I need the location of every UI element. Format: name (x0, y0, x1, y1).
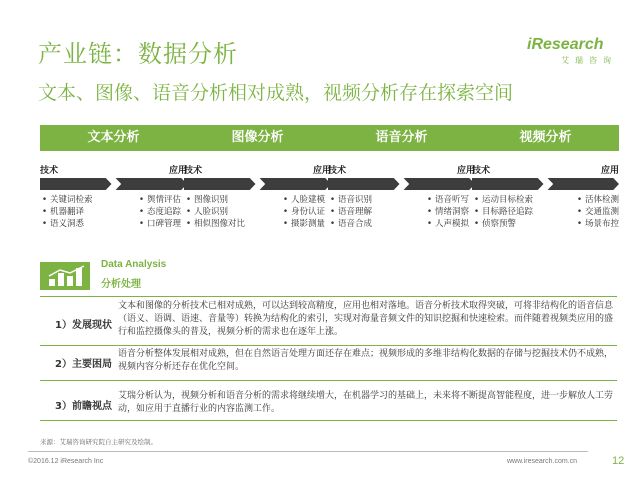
list-item: • 机器翻译 (50, 206, 93, 218)
app-list (425, 194, 469, 230)
row-label-difficulties: 2）主要困局 (55, 359, 112, 370)
list-item: • 态度追踪 (147, 206, 181, 218)
list-item: • 图像识别 (194, 194, 245, 206)
category-video-analysis: 视频分析 (472, 125, 619, 151)
list-item: • 侦察预警 (482, 218, 533, 230)
app-heading: 应用 (600, 166, 619, 176)
tech-heading: 技术 (328, 166, 347, 176)
row-text-status: 文本和图像的分析技术已相对成熟，可以达到较高精度，应用也相对落地。语音分析技术取得突破，可将非结构化的语音信息（语义、语调、语速、音量等）转换为结构化的索引，实现对海量音频文件的知识挖掘和快速检索。而伴随着视频类应用的盛行和监控摄像头的普及，视频分析的需求也在逐年上涨。 (118, 301, 614, 337)
chevron-arrow-icon (260, 178, 332, 190)
chevron-arrow-icon (548, 178, 620, 190)
chevron-arrow-icon (328, 178, 400, 190)
logo-text: iResearch (527, 36, 604, 53)
website-link[interactable]: www.iresearch.com.cn (507, 458, 578, 465)
category-voice-analysis: 语音分析 (328, 125, 475, 151)
chevron-arrows (472, 178, 619, 190)
list-item: • 人脸建模 (291, 194, 325, 206)
tech-list (472, 194, 533, 230)
app-list (137, 194, 181, 230)
chevron-arrow-icon (404, 178, 476, 190)
list-item: • 运动目标检索 (482, 194, 533, 206)
row-text-difficulties: 语音分析整体发展相对成熟，但在自然语言处理方面还存在难点；视频形成的多维非结构化数据的存储与挖掘技术仍不成熟，视频内容分析还存在优化空间。 (118, 349, 614, 372)
column-video-analysis (472, 163, 619, 230)
list-item: • 语音理解 (338, 206, 372, 218)
row-text-outlook: 艾瑞分析认为，视频分析和语音分析的需求将继续增大，在机器学习的基础上，未来将不断提高智能程度，进一步解放人工劳动，如应用于直播行业的内容监测工作。 (118, 391, 614, 414)
column-text-analysis (40, 163, 187, 230)
tech-heading: 技术 (184, 166, 203, 176)
app-heading: 应用 (456, 166, 475, 176)
column-image-analysis (184, 163, 331, 230)
divider (40, 380, 617, 381)
divider (40, 420, 617, 421)
list-item: • 人声模拟 (435, 218, 469, 230)
analysis-heading-en: Data Analysis (101, 259, 167, 270)
chevron-arrow-icon (184, 178, 256, 190)
row-label-status: 1）发展现状 (55, 320, 112, 331)
chevron-arrows (184, 178, 331, 190)
category-image-analysis: 图像分析 (184, 125, 331, 151)
divider (40, 345, 617, 346)
column-voice-analysis (328, 163, 475, 230)
app-list (281, 194, 325, 230)
list-item: • 场景布控 (585, 218, 619, 230)
iresearch-logo (527, 36, 617, 70)
logo-cn: 艾瑞咨询 (561, 56, 617, 65)
footer-divider (28, 451, 588, 452)
list-item: • 交通监测 (585, 206, 619, 218)
tech-list (328, 194, 372, 230)
source-note: 来源：艾瑞咨询研究院自主研究及绘制。 (40, 438, 157, 446)
page-title: 产业链：数据分析 (38, 40, 238, 68)
tech-list (184, 194, 245, 230)
chevron-arrows (328, 178, 475, 190)
row-label-outlook: 3）前瞻视点 (55, 401, 112, 412)
list-item: • 摄影测量 (291, 218, 325, 230)
page-number: 12 (612, 455, 625, 467)
chevron-arrow-icon (40, 178, 112, 190)
list-item: • 相似图像对比 (194, 218, 245, 230)
app-list (575, 194, 619, 230)
tech-heading: 技术 (472, 166, 491, 176)
list-item: • 语音听写 (435, 194, 469, 206)
chevron-arrow-icon (116, 178, 188, 190)
list-item: • 关键词检索 (50, 194, 93, 206)
list-item: • 语音合成 (338, 218, 372, 230)
chevron-arrow-icon (472, 178, 544, 190)
chevron-arrows (40, 178, 187, 190)
tech-heading: 技术 (40, 166, 59, 176)
list-item: • 身份认证 (291, 206, 325, 218)
list-item: • 语义洞悉 (50, 218, 93, 230)
list-item: • 口碑管理 (147, 218, 181, 230)
list-item: • 活体检测 (585, 194, 619, 206)
app-heading: 应用 (312, 166, 331, 176)
app-heading: 应用 (168, 166, 187, 176)
page-subtitle: 文本、图像、语音分析相对成熟，视频分析存在探索空间 (38, 82, 514, 104)
list-item: • 语音识别 (338, 194, 372, 206)
category-text-analysis: 文本分析 (40, 125, 187, 151)
divider (40, 296, 617, 297)
list-item: • 人脸识别 (194, 206, 245, 218)
copyright: ©2016.12 iResearch Inc (28, 458, 104, 465)
bar-chart-icon (40, 262, 90, 290)
analysis-heading-cn: 分析处理 (101, 279, 141, 290)
list-item: • 情绪洞察 (435, 206, 469, 218)
list-item: • 目标路径追踪 (482, 206, 533, 218)
tech-list (40, 194, 93, 230)
list-item: • 舆情评估 (147, 194, 181, 206)
